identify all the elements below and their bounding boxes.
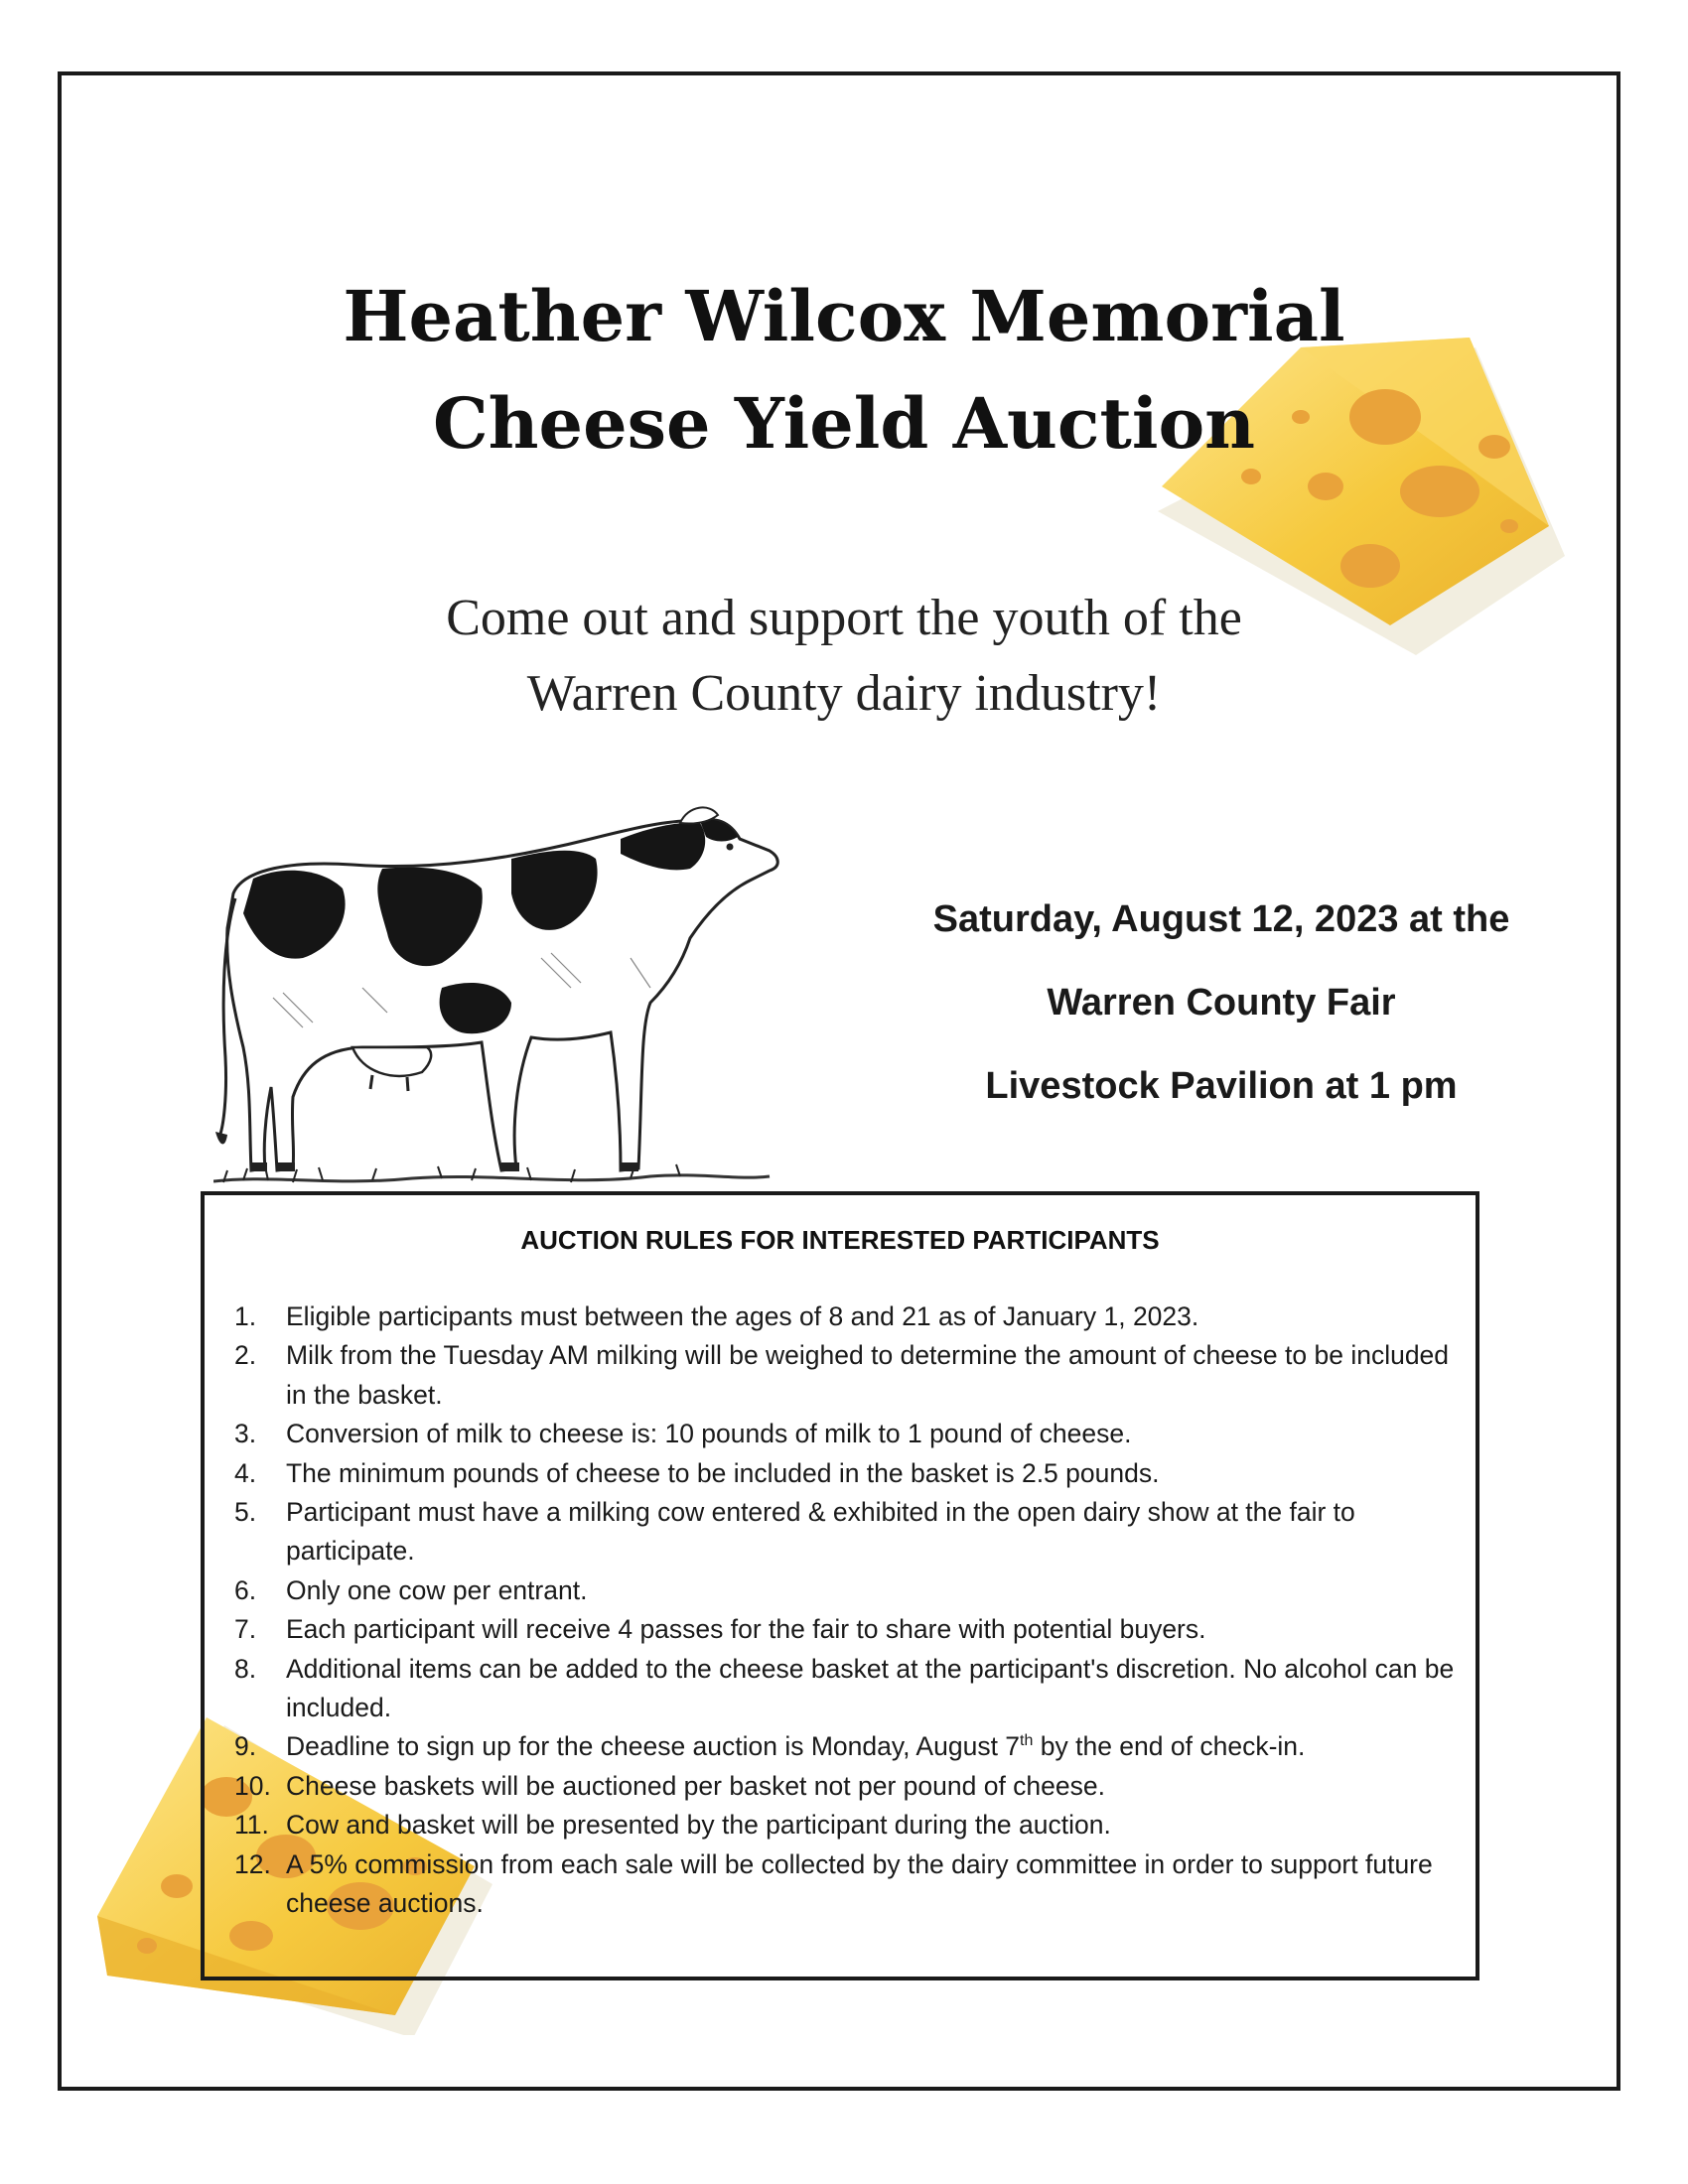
- rule-text-start: Deadline to sign up for the cheese auction is Monday, August 7: [286, 1731, 1021, 1762]
- rule-number: 3.: [234, 1419, 257, 1449]
- auction-rules-box: [201, 1191, 1479, 1980]
- rule-number: 5.: [234, 1497, 257, 1528]
- rule-item: [234, 1650, 1456, 1728]
- rule-number: 7.: [234, 1614, 257, 1645]
- rule-text: A 5% commission from each sale will be collected by the dairy committee in order to support future cheese auctions.: [286, 1848, 1433, 1919]
- rule-item: [234, 1336, 1456, 1415]
- tagline-line-1: Come out and support the youth of the: [446, 590, 1242, 646]
- event-details: [814, 889, 1628, 1140]
- rule-number: 1.: [234, 1301, 257, 1331]
- rule-text: Cheese baskets will be auctioned per basket not per pound of cheese.: [286, 1770, 1105, 1801]
- rule-text-superscript: th: [1020, 1732, 1034, 1750]
- rule-item: [234, 1493, 1456, 1571]
- event-venue: Warren County Fair: [1047, 982, 1396, 1024]
- rule-text: Each participant will receive 4 passes for the fair to share with potential buyers.: [286, 1614, 1206, 1645]
- rule-text: Only one cow per entrant.: [286, 1574, 588, 1605]
- holstein-cow-image: [213, 799, 809, 1196]
- rule-number: 2.: [234, 1340, 257, 1371]
- rule-number: 6.: [234, 1574, 257, 1605]
- title-line-2: Cheese Yield Auction: [432, 382, 1256, 465]
- event-location-time: Livestock Pavilion at 1 pm: [985, 1065, 1458, 1107]
- rules-heading: AUCTION RULES FOR INTERESTED PARTICIPANTS: [520, 1225, 1160, 1255]
- rule-item: [234, 1806, 1456, 1844]
- tagline-line-2: Warren County dairy industry!: [526, 665, 1162, 722]
- rule-item: [234, 1297, 1456, 1336]
- rule-number: 12.: [234, 1848, 271, 1879]
- rule-item: [234, 1845, 1456, 1924]
- rule-text: Participant must have a milking cow entered & exhibited in the open dairy show at the fair to participate.: [286, 1497, 1355, 1567]
- rule-item: [234, 1767, 1456, 1806]
- tagline: [0, 581, 1688, 732]
- rule-item: [234, 1454, 1456, 1493]
- rule-item: [234, 1727, 1456, 1766]
- rule-number: 10.: [234, 1770, 271, 1801]
- rule-number: 4.: [234, 1457, 257, 1488]
- rule-number: 11.: [234, 1810, 269, 1841]
- rule-text: The minimum pounds of cheese to be included in the basket is 2.5 pounds.: [286, 1457, 1160, 1488]
- rules-list: [234, 1297, 1456, 1924]
- rule-text-end: by the end of check-in.: [1033, 1731, 1306, 1762]
- rule-text: Cow and basket will be presented by the participant during the auction.: [286, 1810, 1111, 1841]
- rule-text: Milk from the Tuesday AM milking will be weighed to determine the amount of cheese to be included in the basket.: [286, 1340, 1450, 1410]
- rule-number: 8.: [234, 1653, 257, 1684]
- rule-text: Eligible participants must between the ages of 8 and 21 as of January 1, 2023.: [286, 1301, 1199, 1331]
- event-date: Saturday, August 12, 2023 at the: [932, 898, 1510, 940]
- title-line-1: Heather Wilcox Memorial: [343, 275, 1345, 357]
- rule-item: [234, 1415, 1456, 1453]
- rule-text: Additional items can be added to the cheese basket at the participant's discretion. No alcohol can be included.: [286, 1653, 1455, 1723]
- rule-item: [234, 1610, 1456, 1649]
- page-title: [0, 263, 1688, 478]
- rule-item: [234, 1571, 1456, 1610]
- rule-number: 9.: [234, 1731, 257, 1762]
- rule-text: Conversion of milk to cheese is: 10 pounds of milk to 1 pound of cheese.: [286, 1419, 1132, 1449]
